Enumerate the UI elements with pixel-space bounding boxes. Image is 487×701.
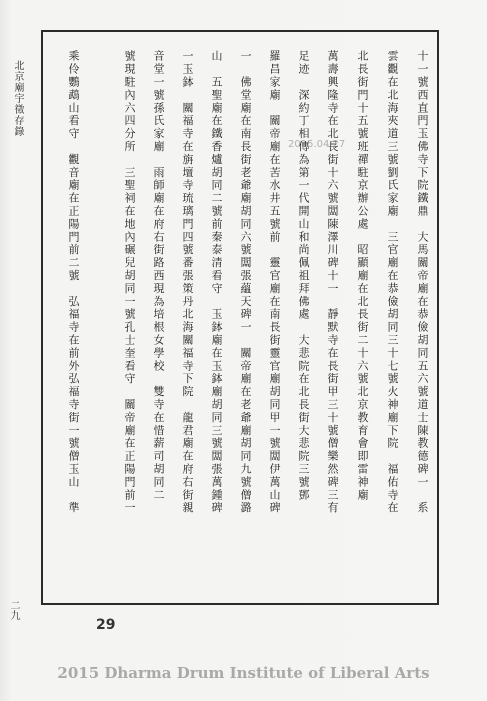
text-column: 十一號西直門玉佛寺下院鐵鼎 大馬關帝廟在恭儉胡同五六號道士陳教德碑一 系 — [416, 50, 429, 515]
footer-watermark: 2015 Dharma Drum Institute of Liberal Arts — [57, 664, 430, 682]
text-column: 雲觀在北海夾道三號劉氏家廟 三官廟在恭儉胡同三十七號火神廟下院 福佑寺在 — [386, 50, 399, 515]
text-column: 音堂一號孫氏家廟 雨師廟在府右街路西現為培根女學校 雙寺在惜薪司胡同二 — [152, 50, 165, 502]
text-column: 北長街門十五號班禪駐京辦公處 昭顯廟在北長街二十六號北京教育會即雷神廟 — [356, 50, 369, 502]
text-column: 足迹 深約丁相傳為第一代開山和尚佩祖拜佛處 大悲院在北長街大悲院三號鄧 — [297, 50, 310, 502]
text-column: 羅昌家廟 關帝廟在苦水井五號前 靈官廟在南長街靈官廟胡同甲一號闆伊萬山碑 — [268, 50, 281, 515]
side-page-number: 二九 — [8, 600, 19, 620]
page-number: 29 — [96, 617, 116, 633]
text-column: 一 佛堂廟在南長街老爺廟胡同六號闆張蘊天碑一 關帝廟在老爺廟胡同九號僧潞 — [239, 50, 252, 515]
watermark-date: 2015.04.27 — [288, 139, 346, 150]
text-column: 萬壽興隆寺在北長街十六號闆陳澤川碑十一 靜默寺在長街甲三十號僧樂然碑三有 — [326, 50, 339, 515]
text-column: 號現駐內六四分所 三聖祠在地內碾兒胡同一號孔士奎看守 關帝廟在正陽門前一 — [123, 50, 136, 515]
side-book-title: 北京廟宇徵存錄 — [12, 60, 23, 137]
text-column: 一玉鉢 關福寺在旃壇寺琉璃門四號番張策丹北海關福寺下院 龍君廟在府右街親 — [181, 50, 194, 515]
text-column: 山 五聖廟在鐵香爐胡同二號前秦泰清看守 玉鉢廟在玉鉢廟胡同三號闆張萬鍾碑 — [210, 50, 223, 515]
text-column: 乘伶鸚鵡山看守 觀音廟在正陽門前二號 弘福寺在前外弘福寺街一號僧玉山 準 — [67, 50, 80, 515]
